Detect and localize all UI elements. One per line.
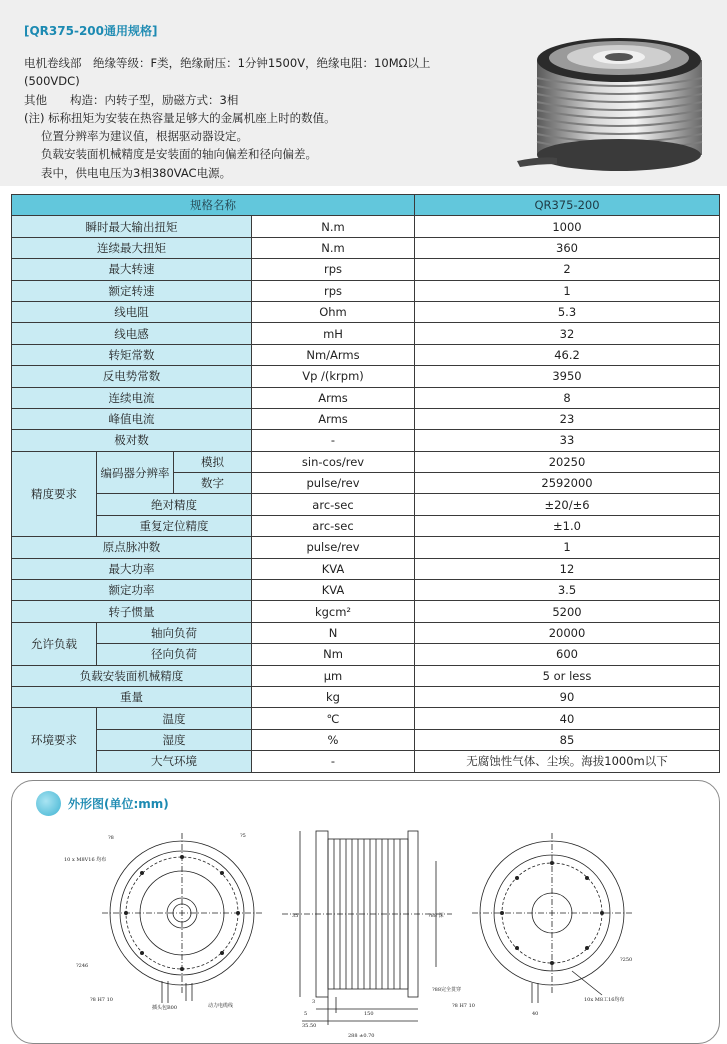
row-unit: arc-sec	[252, 515, 415, 536]
row-unit: rps	[252, 280, 415, 301]
row-unit: Arms	[252, 387, 415, 408]
table-row	[12, 515, 720, 536]
dimension-label: ?246	[76, 963, 89, 969]
row-unit: N	[252, 622, 415, 643]
row-value: 23	[415, 408, 720, 429]
row-label: 重复定位精度	[97, 515, 252, 536]
desc-line: 表中，供电电压为3相380VAC电源。	[41, 165, 232, 180]
row-value: ±1.0	[415, 515, 720, 536]
row-label: 绝对精度	[97, 494, 252, 515]
table-row	[12, 408, 720, 429]
row-unit: %	[252, 729, 415, 750]
group-label-accuracy: 精度要求	[12, 451, 97, 537]
row-value: ±20/±6	[415, 494, 720, 515]
table-row	[12, 366, 720, 387]
row-unit: N.m	[252, 216, 415, 237]
table-row	[12, 580, 720, 601]
row-value: 3.5	[415, 580, 720, 601]
row-value: 1000	[415, 216, 720, 237]
row-unit: Ohm	[252, 301, 415, 322]
row-value: 360	[415, 237, 720, 258]
row-label: 原点脉冲数	[12, 537, 252, 558]
dimension-label: ?5	[240, 833, 246, 839]
row-label: 负载安装面机械精度	[12, 665, 252, 686]
dimension-label: 3	[312, 999, 316, 1005]
table-row	[12, 237, 720, 258]
drawing-title: 外形图(单位:mm)	[68, 797, 169, 811]
desc-line: (500VDC)	[24, 74, 80, 89]
table-row	[12, 558, 720, 579]
row-label: 最大转速	[12, 259, 252, 280]
dimension-label: 5	[304, 1011, 308, 1017]
row-unit: Nm/Arms	[252, 344, 415, 365]
dimension-label: 动力电缆线	[208, 1003, 234, 1009]
row-label: 峰值电流	[12, 408, 252, 429]
row-value: 5 or less	[415, 665, 720, 686]
row-value: 12	[415, 558, 720, 579]
row-value: 1	[415, 537, 720, 558]
dimension-label: ?88 深	[428, 913, 444, 919]
header-spec-name: 规格名称	[12, 195, 415, 216]
row-label: 重量	[12, 686, 252, 707]
dimension-label: ?8 H7 10	[90, 997, 113, 1003]
row-value: 600	[415, 644, 720, 665]
row-unit: KVA	[252, 580, 415, 601]
header-model: QR375-200	[415, 195, 720, 216]
row-value: 20250	[415, 451, 720, 472]
group-label-environment: 环境要求	[12, 708, 97, 772]
row-label: 湿度	[97, 729, 252, 750]
row-unit: pulse/rev	[252, 537, 415, 558]
motor-product-image	[512, 28, 712, 180]
row-label: 温度	[97, 708, 252, 729]
row-value: 90	[415, 686, 720, 707]
row-unit: Arms	[252, 408, 415, 429]
front-view-right	[472, 833, 632, 1003]
dimension-label: ?88完全贯穿	[432, 987, 462, 993]
table-row	[12, 686, 720, 707]
row-value: 无腐蚀性气体、尘埃。海拔1000m以下	[415, 751, 720, 772]
table-row	[12, 601, 720, 622]
row-value: 33	[415, 430, 720, 451]
row-label: 模拟	[174, 451, 252, 472]
row-unit: kg	[252, 686, 415, 707]
row-value: 1	[415, 280, 720, 301]
desc-line: 位置分辨率为建议值，根据驱动器设定。	[41, 129, 248, 144]
row-label: 径向负荷	[97, 644, 252, 665]
spec-table	[11, 194, 720, 773]
dimension-drawing-panel	[11, 780, 720, 1044]
spec-description	[24, 54, 524, 182]
row-value: 85	[415, 729, 720, 750]
row-label: 瞬时最大输出扭矩	[12, 216, 252, 237]
row-value: 8	[415, 387, 720, 408]
row-value: 2	[415, 259, 720, 280]
row-unit: pulse/rev	[252, 473, 415, 494]
dimension-label: 插头包B00	[152, 1005, 178, 1011]
row-value: 2592000	[415, 473, 720, 494]
side-view-middle	[282, 831, 452, 1025]
row-unit: sin-cos/rev	[252, 451, 415, 472]
row-label: 数字	[174, 473, 252, 494]
table-row	[12, 644, 720, 665]
table-row	[12, 280, 720, 301]
row-value: 40	[415, 708, 720, 729]
row-unit: ℃	[252, 708, 415, 729]
dimension-label: 288 ±0.70	[348, 1033, 375, 1039]
table-row	[12, 344, 720, 365]
row-unit: -	[252, 430, 415, 451]
dimension-label: ?250	[620, 957, 633, 963]
row-unit: arc-sec	[252, 494, 415, 515]
dimension-label: 40	[532, 1011, 539, 1017]
table-row	[12, 451, 720, 472]
table-row	[12, 665, 720, 686]
desc-line: (注) 标称扭矩为安装在热容量足够大的金属机座上时的数值。	[24, 110, 336, 125]
dimension-label: 150	[364, 1011, 374, 1017]
table-row	[12, 537, 720, 558]
row-unit: Nm	[252, 644, 415, 665]
table-row	[12, 622, 720, 643]
desc-line: 负载安装面机械精度是安装面的轴向偏差和径向偏差。	[41, 147, 317, 162]
table-row	[12, 708, 720, 729]
desc-line: 电机卷线部 绝缘等级：F类，绝缘耐压：1分钟1500V，绝缘电阻：10MΩ以上	[24, 56, 431, 70]
table-row	[12, 494, 720, 515]
row-label: 极对数	[12, 430, 252, 451]
row-unit: rps	[252, 259, 415, 280]
table-row	[12, 323, 720, 344]
table-header-row	[12, 195, 720, 216]
row-unit: μm	[252, 665, 415, 686]
dimension-label: 35	[292, 913, 299, 919]
row-value: 46.2	[415, 344, 720, 365]
row-value: 5.3	[415, 301, 720, 322]
row-value: 32	[415, 323, 720, 344]
header-panel	[0, 0, 727, 186]
row-unit: KVA	[252, 558, 415, 579]
row-label: 反电势常数	[12, 366, 252, 387]
row-value: 3950	[415, 366, 720, 387]
row-unit: mH	[252, 323, 415, 344]
row-label: 大气环境	[97, 751, 252, 772]
table-row	[12, 751, 720, 772]
row-label: 额定转速	[12, 280, 252, 301]
row-label: 转矩常数	[12, 344, 252, 365]
row-value: 5200	[415, 601, 720, 622]
table-row	[12, 729, 720, 750]
row-unit: Vp /(krpm)	[252, 366, 415, 387]
dimension-label: 35.50	[302, 1023, 317, 1029]
row-unit: kgcm²	[252, 601, 415, 622]
table-row	[12, 301, 720, 322]
dimension-label: ?8 H7 10	[452, 1003, 475, 1009]
row-label: 最大功率	[12, 558, 252, 579]
table-row	[12, 430, 720, 451]
dimension-label: 10 x M8V16 均布	[64, 857, 107, 863]
table-row	[12, 387, 720, 408]
table-row	[12, 216, 720, 237]
row-label: 轴向负荷	[97, 622, 252, 643]
encoder-resolution-label: 编码器分辨率	[97, 451, 174, 494]
row-label: 额定功率	[12, 580, 252, 601]
dimension-label: ?8	[108, 835, 114, 841]
row-label: 线电阻	[12, 301, 252, 322]
row-label: 转子惯量	[12, 601, 252, 622]
desc-line: 其他 构造：内转子型，励磁方式：3相	[24, 92, 239, 107]
group-label-load: 允许负载	[12, 622, 97, 665]
outline-drawing	[12, 781, 719, 1043]
table-row	[12, 259, 720, 280]
section-title: [QR375-200通用规格]	[24, 24, 158, 38]
row-value: 20000	[415, 622, 720, 643]
row-label: 连续最大扭矩	[12, 237, 252, 258]
row-label: 线电感	[12, 323, 252, 344]
row-label: 连续电流	[12, 387, 252, 408]
row-unit: N.m	[252, 237, 415, 258]
row-unit: -	[252, 751, 415, 772]
dimension-label: 10x M8工16均布	[584, 997, 625, 1003]
